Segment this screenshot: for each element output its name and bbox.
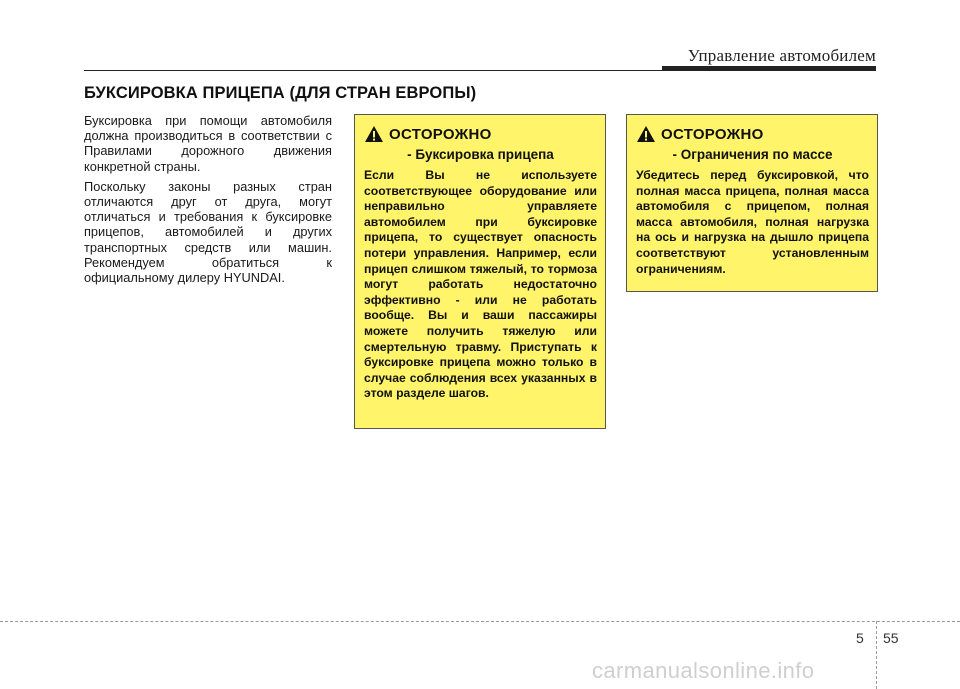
body-paragraph: Поскольку законы разных стран отличаются друг от друга, могут отличаться и требования к буксировке прицепов, автомобилей и других транспортных средств или машин. Рекомендуем обратиться к официальному дилеру HYUNDAI. xyxy=(84,178,332,286)
section-title: БУКСИРОВКА ПРИЦЕПА (ДЛЯ СТРАН ЕВРОПЫ) xyxy=(84,84,477,102)
watermark: carmanualsonline.info xyxy=(592,658,815,683)
warning-text: Если Вы не используете соответствующее оборудование или неправильно управляете автомобилем при буксировке прицепа, то существует опасность потери управления. Например, если прицеп слишком тяжелый, то тормоза могут работать недостаточно эффективно - или не работать вообще. Вы и ваши пассажиры можете получить тяжелую или смертельную травму. Приступать к буксировке прицепа можно только в случае соблюдения всех указанных в этом разделе шагов. xyxy=(364,168,597,401)
warning-box-trailer-towing xyxy=(354,114,606,429)
warning-text: Убедитесь перед буксировкой, что полная масса прицепа, полная масса автомобиля с прицепом, полная масса автомобиля, полная нагрузка на ось и нагрузка на дышло прицепа соответствуют установленным ограничениям. xyxy=(636,168,869,276)
warning-header xyxy=(636,125,869,143)
footer-rule xyxy=(0,621,960,622)
warning-subtitle: - Ограничения по массе xyxy=(672,147,833,162)
warning-header xyxy=(364,125,597,143)
warning-title: ОСТОРОЖНО xyxy=(389,125,492,143)
body-paragraph: Буксировка при помощи автомобиля должна производиться в соответствии с Правилами дорожного движения конкретной страны. xyxy=(84,113,332,174)
warning-title: ОСТОРОЖНО xyxy=(661,125,764,143)
body-text xyxy=(84,113,332,290)
running-title: Управление автомобилем xyxy=(687,46,876,65)
footer-vertical-rule xyxy=(876,621,877,689)
warning-box-weight-limits xyxy=(626,114,878,292)
chapter-number: 5 xyxy=(856,630,864,646)
header-rule-thick xyxy=(662,66,876,71)
warning-triangle-icon xyxy=(364,125,384,143)
page-number: 55 xyxy=(883,630,899,646)
warning-subtitle: - Буксировка прицепа xyxy=(407,147,554,162)
warning-triangle-icon xyxy=(636,125,656,143)
